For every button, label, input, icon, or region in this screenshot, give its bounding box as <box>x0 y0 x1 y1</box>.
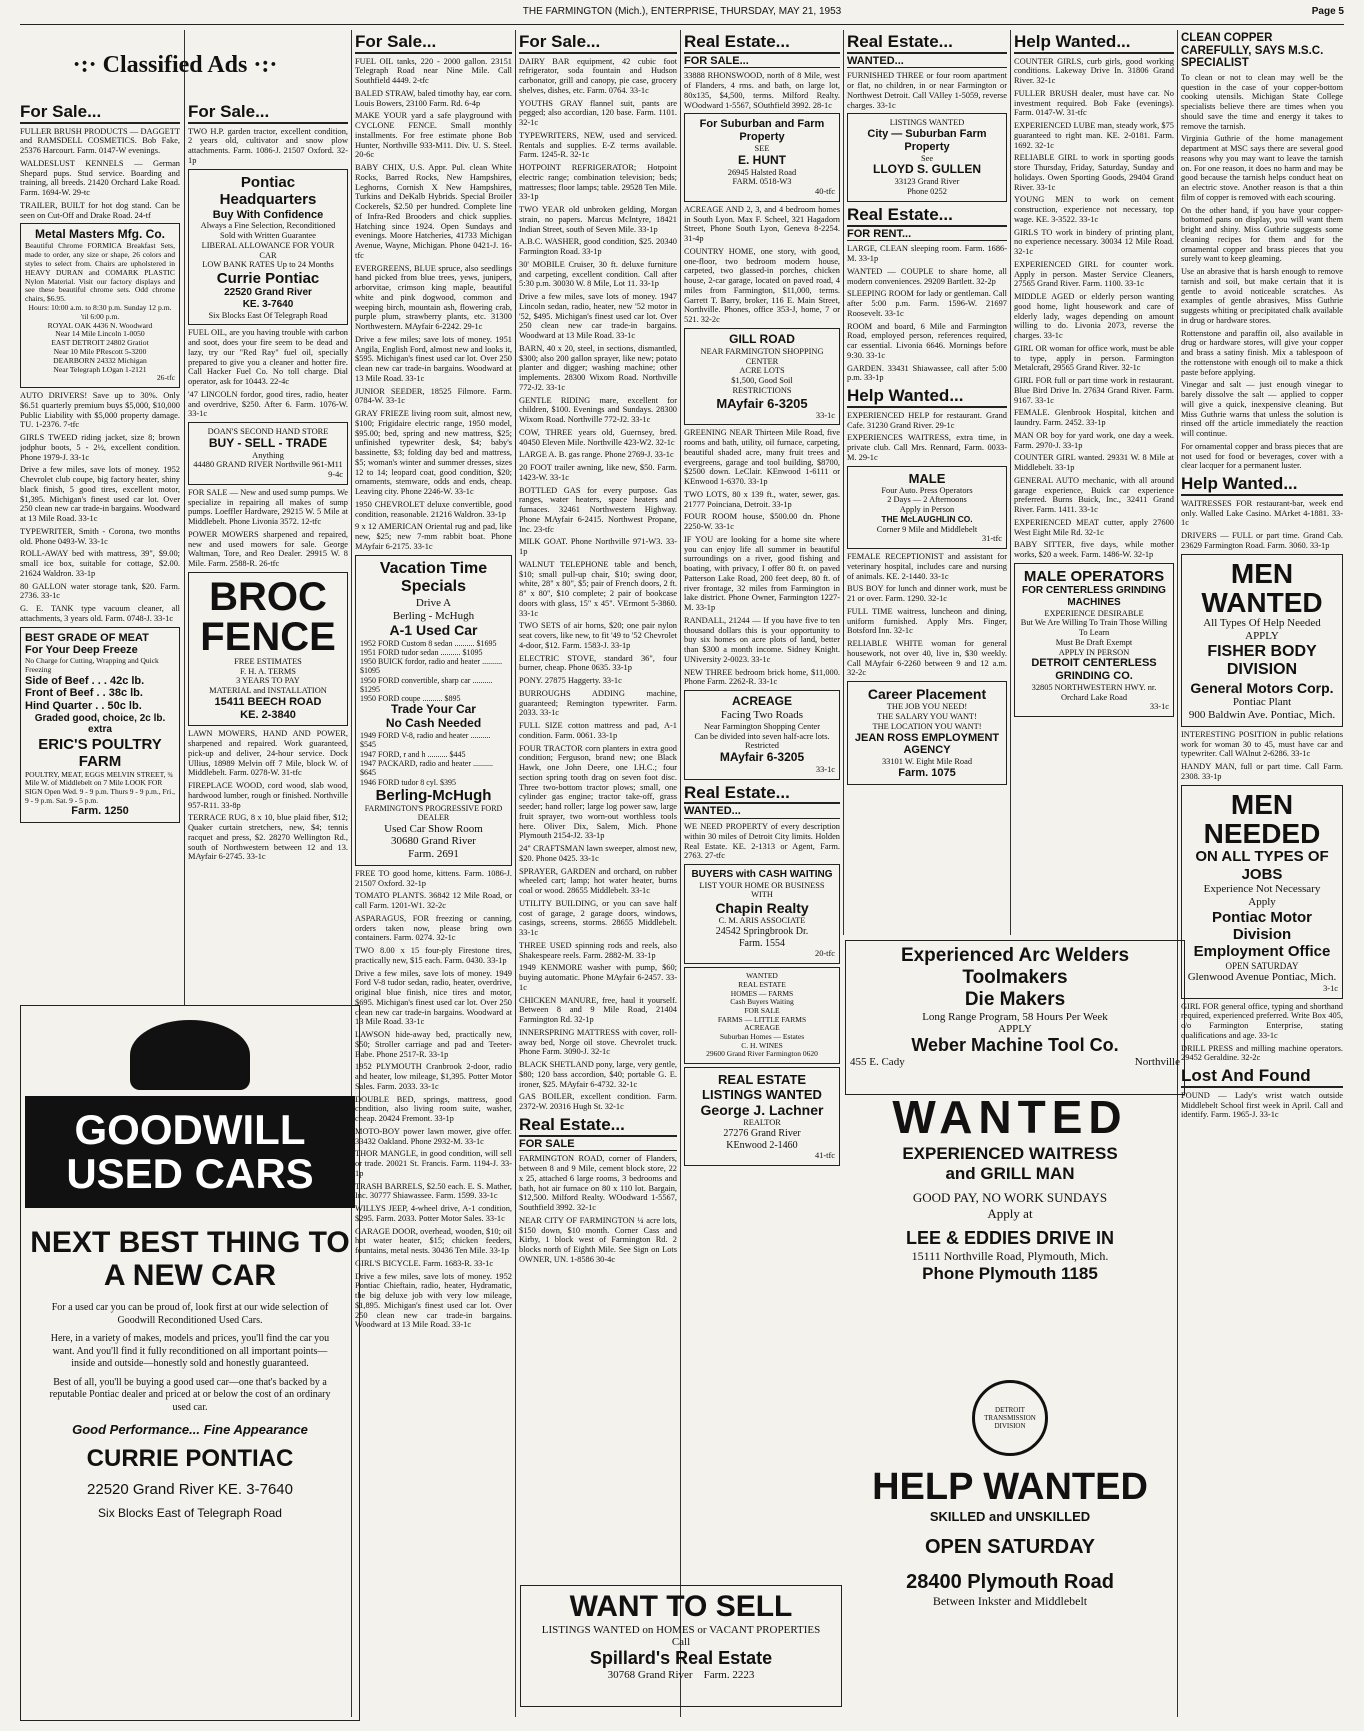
classified-ad: MAKE YOUR yard a safe playground with CYCLONE FENCE. Small monthly installments. For free estimate phone Bob Hunter, Northville 933-M11. Div. U. S. Steel. 20-6c <box>355 111 512 160</box>
classified-ad: TRASH BARRELS, $2.50 each. E. S. Mather, Inc. 30777 Shiawassee. Farm. 1599. 33-1c <box>355 1181 512 1201</box>
pontiac-headquarters-ad: Pontiac Headquarters Buy With Confidence Always a Fine Selection, Reconditioned Sold with Written Guarantee LIBERAL ALLOWANCE FOR YOUR CAR LOW BANK RATES Up to 24 Months Currie Pontiac 22520 Grand River KE. 3-7640 Six Blocks East Of Telegraph Road <box>188 169 348 326</box>
classified-ad: EXPERIENCED MEAT cutter, apply 27600 West Eight Mile Rd. 32-1c <box>1014 517 1174 537</box>
classified-title: ·:· Classified Ads ·:· <box>72 52 278 78</box>
classified-ad: GRAY FRIEZE living room suit, almost new, $100; Frigidaire electric range, 1950 model, $95.00; bed, spring and new mattress, $25; unfinished typewriter desk, $4; baby's bassinette, $3; folding day bed and mattress, $5; woman's winter and summer dresses, sizes 12 to 14; leopard coat, good condition, $20; ornaments, stemware, odds and ends, cheap. Leaving city. Phone 2246-W. 33-1c <box>355 409 512 497</box>
classified-ad: TWO LOTS, 80 x 139 ft., water, sewer, gas. 21777 Poinciana, Detroit. 33-1p <box>684 489 840 509</box>
classified-ad: BLACK SHETLAND pony, large, very gentle, $80; 120 bass accordion, $40; portable G. E. ironer, $25. MAyfair 6-4732. 32-1c <box>519 1060 677 1089</box>
doans-store-ad: DOAN'S SECOND HAND STORE BUY - SELL - TRADE Anything 44480 GRAND RIVER Northville 961-M11 9-4c <box>188 422 348 485</box>
classified-ad: FOUR TRACTOR corn planters in extra good condition; Ferguson, brand new; one Black Hawk, one John Deere, one I.H.C.; four section spring tooth drag on seven foot disc. Three two-bottom tractor plows; small, one cylinder gas engine; tractor take-off, grass seeder; hand roller; large log power saw, large fruit sprayer, two worn-out worthless tools here. Oliver Dix, Salem, Mich. Phone Plymouth 2154-J2. 33-1p <box>519 743 677 841</box>
classified-ad: FREE TO good home, kittens. Farm. 1086-J. 21507 Oxford. 32-1p <box>355 868 512 888</box>
mclaughlin-ad: MALE Four Auto. Press Operators 2 Days — 2 Afternoons Apply in Person THE McLAUGHLIN CO. Corner 9 Mile and Middlebelt 31-tfc <box>847 466 1007 550</box>
classified-ad: POWER MOWERS sharpened and repaired, new and used mowers for sale. George Waltman, Tore, and Reo Dealer. 29915 W. 8 Mile. Farm. 2588-R. 26-tfc <box>188 529 348 569</box>
section-head: Help Wanted... <box>1181 474 1343 496</box>
classified-ad: FOUR ROOM house, $500.00 dn. Phone 2250-W. 33-1c <box>684 512 840 532</box>
section-subhead: WANTED... <box>684 805 840 819</box>
column-4 <box>519 30 677 1575</box>
section-head: Lost And Found <box>1181 1066 1343 1088</box>
classified-ad: GIRL FOR general office, typing and shorthand required, experienced preferred. Write Box 405, c/o Farmington Enterprise, stating qualifications and age. 33-1c <box>1181 1001 1343 1040</box>
classified-ad: '47 LINCOLN fordor, good tires, radio, heater and overdrive, $250. After 6. Farm. 1076-W. 33-1c <box>188 389 348 419</box>
classified-ad: EXPERIENCED GIRL for counter work. Apply in person. Master Service Cleaners, 27565 Grand River. Farm. 1100. 33-1c <box>1014 259 1174 289</box>
classified-ad: WALNUT TELEPHONE table and bench, $10; small pull-up chair, $10; swing door, white, 28" x 80", $5; pair of French doors, 2 ft. 8" x 80", $10 complete; 2 pair of bookcase doors with glass, 15" x 45". VErmont 5-3860. 33-1c <box>519 559 677 618</box>
metal-masters-ad: Metal Masters Mfg. Co. Beautiful Chrome FORMICA Breakfast Sets, made to order, any size or shape, 26 colors and styles to select from. Chairs are upholstered in HEAVY DURAN and COMARK PLASTIC Nylon Material. Visit our factory displays and see these beautiful chrome sets. Odd chrome chairs, $6.95. Hours: 10:00 a.m. to 8:30 p.m. Sunday 12 p.m. 'til 6:00 p.m. ROYAL OAK 4436 N. Woodward Near 14 Mile Lincoln 1-0050 EAST DETROIT 24802 Gratiot Near 10 Mile PRescott 5-3200 DEARBORN 24332 Michigan Near Telegraph LOgan 1-2121 26-tfc <box>20 223 180 388</box>
classified-ad: GIRL FOR full or part time work in restaurant. Blue Bird Drive In. 27634 Grand River. Farm. 9167. 33-1c <box>1014 376 1174 405</box>
classified-ad: 20 FOOT trailer awning, like new, $50. Farm. 1423-W. 33-1c <box>519 463 677 482</box>
classified-ad: GARDEN. 33431 Shiawassee, call after 5:00 p.m. 33-1p <box>847 363 1007 383</box>
page-number: Page 5 <box>1311 6 1344 17</box>
section-head: Real Estate... <box>684 32 840 54</box>
classified-ad: FUEL OIL, are you having trouble with carbon and soot, does your fire seem to be dead and lazy, try our "Red Ray" fuel oil, specially prepared to give you a cleaner and hotter fire. Call Hacker Fuel Co. No toll charge. Dial operator, ask for 10443. 22-4c <box>188 328 348 387</box>
career-placement-ad: Career Placement THE JOB YOU NEED! THE SALARY YOU WANT! THE LOCATION YOU WANT! JEAN ROSS EMPLOYMENT AGENCY 33101 W. Eight Mile Road Farm. 1075 <box>847 681 1007 784</box>
classified-ad: GREENING NEAR Thirteen Mile Road, five rooms and bath, utility, oil furnace, carpeting, beautiful shaded acre, many fruit trees and evergreens, garage and tool building, $8700, $2500 down. LeClair. KEnwood 1-6111 or KEnwood 1-6370. 33-1p <box>684 428 840 487</box>
berling-mchugh-ad: Vacation Time Specials Drive A Berling - McHugh A-1 Used Car 1952 FORD Custom 8 sedan .......... $1695 1951 FORD tudor sedan .......... $1095 1950 BUICK fordor, radio and heater .......... $1095 1950 FORD convertible, sharp car .......... $1295 1950 FORD coupe .......... $895 Trade Your Car No Cash Needed 1949 FORD V-8, radio and heater .......... $545 1947 FORD, r and h .......... $445 1947 PACKARD, radio and heater .......... $645 1946 FORD tudor 8 cyl. $395 Berling-McHugh FARMINGTON'S PROGRESSIVE FORD DEALER Used Car Show Room 30680 Grand River Farm. 2691 <box>355 555 512 866</box>
classified-ad: G. E. TANK type vacuum cleaner, all attachments, 3 years old. Farm. 0748-J. 33-1c <box>20 604 180 623</box>
classified-ad: 1950 CHEVROLET deluxe convertible, good condition, reasonable. 21216 Waldron. 33-1p <box>355 499 512 519</box>
classified-ad: COUNTER GIRLS, curb girls, good working conditions. Lakeway Drive In. 31806 Grand River. 32-1c <box>1014 56 1174 86</box>
classified-ad: BARN, 40 x 20, steel, in sections, dismantled, $300; also 200 gallon sprayer, like new; potato planter and digger; washing machine; other implements. 28300 Wixom Road. Northville 772-J2. 33-1c <box>519 343 677 392</box>
section-head: For Sale... <box>519 32 677 54</box>
classified-ad: Drive a few miles, save lots of money. 1952 Chevrolet club coupe, big factory heater, shiny black finish, 5 good tires, excellent motor, $1,395. Michigan's finest used car lot. Over 250 clean new car trade-in bargains. Woodward at 13 Mile Road. 33-1c <box>20 465 180 524</box>
classified-ad: EXPERIENCED HELP for restaurant. Grand Cafe. 31230 Grand River. 29-1c <box>847 410 1007 430</box>
classified-ad: 33888 RHONSWOOD, north of 8 Mile, west of Flanders, 4 rms. and bath, on large lot, 80x135, $4,500, terms. Milford Realty. WOodward 1-5567, SOuthfield 3992. 28-1c <box>684 71 840 110</box>
classified-ad: 80 GALLON water storage tank, $20. Farm. 2736. 33-1c <box>20 581 180 601</box>
classified-ad: Drive a few miles, save lots of money. 1947 Lincoln sedan, radio, heater, new '52 motor in '52, $495. Michigan's finest used car lot. Over 250 clean new car trade-in bargains. Woodward at 13 Mile Road. 33-1c <box>519 292 677 341</box>
classified-ad: LAWSON hide-away bed, practically new, $50; Stroller carriage and pad and Teeter-Babe. Phone 2517-R. 33-1p <box>355 1030 512 1059</box>
section-head: For Sale... <box>20 102 180 124</box>
article-paragraph: To clean or not to clean may well be the question in the case of your copper-bottom cooking utensils. Michigan State College specialists believe there are times when you should save the time and energy it takes to remove the tarnish. <box>1181 72 1343 131</box>
classified-ad: 1952 PLYMOUTH Cranbrook 2-door, radio and heater, low mileage, $1,395. Potter Motor Sales. Farm. 2033. 33-1c <box>355 1062 512 1091</box>
masthead-title: THE FARMINGTON (Mich.), ENTERPRISE, THURSDAY, MAY 21, 1953 <box>522 6 842 17</box>
section-head: For Sale... <box>188 102 348 124</box>
classified-ad: RELIABLE WHITE woman for general housework, not over 40, live in, $30 weekly. Call MAyfair 6-2260 between 9 and 12 a.m. 32-2c <box>847 639 1007 678</box>
classified-ad: JUNIOR SEEDER, 18525 Filmore. Farm. 0784-W. 33-1c <box>355 386 512 406</box>
classified-ad: BABY SITTER, five days, while mother works, $20 a week. Farm. 1486-W. 32-1p <box>1014 540 1174 560</box>
classified-ad: INTERESTING POSITION in public relations work for woman 30 to 45, must have car and typewriter. Call WAlnut 2-6286. 33-1c <box>1181 729 1343 759</box>
classified-ad: BALED STRAW, baled timothy hay, ear corn. Louis Bowers, 23100 Farm. Rd. 6-4p <box>355 88 512 108</box>
classified-ad: THOR MANGLE, in good condition, will sell or trade. 20021 St. Francis. Farm. 1194-J. 33-1p <box>355 1149 512 1178</box>
classified-ad: CHICKEN MANURE, free, haul it yourself. Between 8 and 9 Mile Road, 21404 Farmington Rd. 32-1p <box>519 995 677 1025</box>
classified-ad: ASPARAGUS, FOR freezing or canning, orders taken now, please bring own containers. Farm. 0274. 32-1c <box>355 913 512 943</box>
section-subhead: FOR SALE... <box>684 55 840 69</box>
col4-ads <box>519 57 677 1112</box>
classified-ad: WILLYS JEEP, 4-wheel drive, A-1 condition, $295. Farm. 2033. Potter Motor Sales. 33-1c <box>355 1204 512 1223</box>
goodwill-used-cars-ad: GOODWILL USED CARS NEXT BEST THING TO A NEW CAR For a used car you can be proud of, look first at our wide selection of Goodwill Reconditioned Used Cars. Here, in a variety of makes, models and prices, you'll find the car you want. And you'll find it fully reconditioned on all important points—inside and outside—honestly sold and honestly guaranteed. Best of all, you'll be buying a good used car—one that's backed by a reputable Pontiac dealer and priced at or below the cost of an ordinary used car. Good Performance... Fine Appearance CURRIE PONTIAC 22520 Grand River KE. 3-7640 Six Blocks East of Telegraph Road <box>20 1005 360 1721</box>
classified-ad: THREE USED spinning rods and reels, also Shakespeare reels. Farm. 2882-M. 33-1p <box>519 940 677 960</box>
column-8 <box>1181 30 1343 1720</box>
classified-ad: GARAGE DOOR, overhead, wooden, $10; oil hot water heater, $15; chicken feeders, fountains, metal nests. 30436 Ten Mile. 33-1p <box>355 1226 512 1256</box>
classified-ad: COUNTER GIRL wanted. 29331 W. 8 Mile at Middlebelt. 33-1p <box>1014 453 1174 473</box>
classified-ad: 1949 KENMORE washer with pump, $60; buying automatic. Phone MAyfair 6-2457. 33-1c <box>519 963 677 992</box>
classified-ad: EXPERIENCED LUBE man, steady work, $75 guaranteed to right man. KE. 2-0181. Farm. 1692. 32-1c <box>1014 121 1174 150</box>
column-7 <box>1014 30 1174 930</box>
classified-ad: MOTO-BOY power lawn mower, give offer. 33432 Oakland. Phone 2932-M. 33-1c <box>355 1126 512 1146</box>
lee-eddies-ad: WANTED EXPERIENCED WAITRESS and GRILL MAN GOOD PAY, NO WORK SUNDAYS Apply at LEE & EDDIES DRIVE IN 15111 Northville Road, Plymouth, Mich. Phone Plymouth 1185 <box>892 1091 1128 1283</box>
column-2 <box>188 100 348 1000</box>
classified-ad: GIRLS TO work in bindery of printing plant, no experience necessary. 30034 12 Mile Road. 32-1c <box>1014 227 1174 257</box>
classified-ad: GAS BOILER, excellent condition. Farm. 2372-W. 20316 Hugh St. 32-1c <box>519 1092 677 1112</box>
classified-ad: TRAILER, BUILT for hot dog stand. Can be seen on Cut-Off and Drake Road. 24-tf <box>20 200 180 220</box>
classified-ad: TWO 8.00 x 15 four-ply Firestone tires, practically new, $15 each. Farm. 0430. 33-1p <box>355 946 512 965</box>
classified-ad: MAN OR boy for yard work, one day a week. Farm. 2970-J. 33-1p <box>1014 430 1174 450</box>
classified-ad: COUNTRY HOME, one story, with good, one-floor, two bedroom modern house, carpeted, two glassed-in porches, chicken house, 2-car garage, located on paved road, 4 miles from Farmington, $11,000, terms. Garrett T. Barry, broker, 116 E. Main Street, Northville. Phones, office 353-J, home, 7 or 521. 32-2c <box>684 246 840 325</box>
classified-ad: ROOM and board, 6 Mile and Farmington Road, employed person, references required, car essential. Livonia 6646. Mornings before 9:30. 33-1c <box>847 321 1007 360</box>
classified-ad: YOUNG MEN to work on cement construction, experience not necessary, top wage. KE. 3-3522. 33-1c <box>1014 195 1174 224</box>
classified-ad: FEMALE RECEPTIONIST and assistant for veterinary hospital, includes care and nursing of animals. KE. 2-1440. 33-1c <box>847 552 1007 581</box>
classified-ad: HOTPOINT REFRIGERATOR; Hotpoint electric range; combination television; beds; mattresses; floor lamps; table. 29528 Ten Mile. 33-1p <box>519 163 677 202</box>
indian-head-logo-icon <box>130 1020 250 1090</box>
article-paragraph: Virginia Guthrie of the home management department at MSC says there are several good reasons why you may want to leave the tarnish on. For one reason, it does no harm and may be good because the tarnish helps conduct heat on an electric stove. Another reason is that a thin film of copper is removed with each scouring. <box>1181 134 1343 202</box>
classified-ad: BABY CHIX, U.S. Appr. Pul. clean White Rocks, Barred Rocks, New Hampshires, Leghorns, Cornish X New Hampshires, Turkins and DeKalb Hybrids. Special Broiler Cockerels, $2.50 per hundred. Complete line of Infra-Red Brooders and chick supplies. Hatching since 1924. Open Sundays and evenings. Moore Hatcheries, 41733 Michigan Avenue, Wayne, Michigan. Phone 0421-J. 16-tfc <box>355 163 512 260</box>
classified-ad: Drive a few miles; save lots of money. 1951 Angila, English Ford, almost new and looks it, $595. Michigan's finest used car lot. Over 250 clean new car trade-in bargains. Woodward at 13 Mile Road. 33-1c <box>355 334 512 383</box>
chapin-realty-ad: BUYERS with CASH WAITING LIST YOUR HOME OR BUSINESS WITH Chapin Realty C. M. ARIS ASSOCIATE 24542 Springbrook Dr. Farm. 1554 20-tfc <box>684 864 840 964</box>
article-paragraph: On the other hand, if you have your copper-bottomed pans on display, you will want them bright and shiny. Miss Guthrie suggests some cleaning recipes for them and for the ornamental copper and brass pieces that you surely want to keep gleaming. <box>1181 205 1343 264</box>
column-6 <box>847 30 1007 930</box>
classified-ad: FUEL OIL tanks, 220 - 2000 gallon. 23151 Telegraph Road near Nine Mile. Call Southfield 4449. 2-tfc <box>355 56 512 86</box>
classified-ad: DAIRY BAR equipment, 42 cubic foot refrigerator, soda fountain and Hudson carbonator, grill and canopy, pie case, grocery shelves, dishes, etc. Farm. 0764. 33-1c <box>519 56 677 95</box>
poultry-farm-ad: BEST GRADE OF MEAT For Your Deep Freeze No Charge for Cutting, Wrapping and Quick Freezing Side of Beef . . . 42c lb. Front of Beef . . 38c lb. Hind Quarter . . 50c lb. Graded good, choice, 2c lb. extra ERIC'S POULTRY FARM POULTRY, MEAT, EGGS MELVIN STREET, ¾ Mile W. of Middlebelt on 7 Mile LOOK FOR SIGN Open Wed. 9 - 9 p.m. Thurs 9 - 9 p.m., Fri., 9 - 9 p.m. Sat. 9 - 5 p.m. Farm. 1250 <box>20 627 180 824</box>
section-subhead: FOR RENT... <box>847 228 1007 242</box>
classified-ad: EXPERIENCES WAITRESS, extra time, in private club. Call Mrs. Rennard, Farm. 0033-M. 29-1c <box>847 433 1007 462</box>
classified-ad: A.B.C. WASHER, good condition, $25. 20340 Farmington Road. 33-1p <box>519 237 677 257</box>
classified-ad: SLEEPING ROOM for lady or gentleman. Call after 5:00 p.m. Farm. 1596-W. 21697 Roosevelt. 33-1c <box>847 289 1007 318</box>
classified-ad: TOMATO PLANTS. 36842 12 Mile Road, or call Farm. 1201-W1. 32-2c <box>355 891 512 911</box>
classified-ad: GENERAL AUTO mechanic, with all around garage experience, Buick car experience preferred. Burns Buick, Inc., 32411 Grand River. Farm. 1411. 33-1c <box>1014 475 1174 515</box>
acreage-ad: ACREAGE Facing Two Roads Near Farmington Shopping Center Can be divided into seven half-acre lots. Restricted MAyfair 6-3205 33-1c <box>684 690 840 780</box>
classified-ad: SPRAYER, GARDEN and orchard, on rubber wheeled cart; lamp; hot water heater, burns coal or wood. 28655 Middlebelt. 33-1c <box>519 866 677 896</box>
fisher-body-ad: MEN WANTED All Types Of Help Needed APPLY FISHER BODY DIVISION General Motors Corp. Pontiac Plant 900 Baldwin Ave. Pontiac, Mich. <box>1181 554 1343 727</box>
classified-ad: UTILITY BUILDING, or you can save half cost of garage, 2 garage doors, windows, casings, screens, storms. 28655 Middlebelt. 33-1c <box>519 898 677 938</box>
centerless-grinding-ad: MALE OPERATORS FOR CENTERLESS GRINDING MACHINES EXPERIENCE DESIRABLE But We Are Willing To Train Those Willing To Learn Must Be Draft Exempt APPLY IN PERSON DETROIT CENTERLESS GRINDING CO. 32805 NORTHWESTERN HWY. nr. Orchard Lake Road 33-1c <box>1014 563 1174 717</box>
column-3 <box>355 30 512 1720</box>
classified-ad: ROLL-AWAY bed with mattress, 39", $9.00; small ice box, suitable for cottage, $2.00. 21624 Waldron. 33-1p <box>20 549 180 578</box>
classified-ad: WANTED — COUPLE to share home, all modern conveniences. 29209 Bartlett. 32-2p <box>847 266 1007 286</box>
section-head: Real Estate... <box>847 32 1007 54</box>
classified-ad: HANDY MAN, full or part time. Call Farm. 2308. 33-1p <box>1181 762 1343 781</box>
article-paragraph: Use an abrasive that is harsh enough to remove tarnish and soil, but make certain that it is gentle to avoid noticeable scratches. As examples of gentle abrasives, Miss Guthrie suggests whiting or precipitated chalk available in drug or hardware stores. <box>1181 267 1343 325</box>
classified-ad: Drive a few miles, save lots of money. 1952 Pontiac Chieftain, radio, heater, Hydramatic, the big deluxe job with very low mileage, $1,895. Michigan's finest used car lot. Over 250 clean new car trade-in bargains. Woodward at 13 Mile Road. 33-1c <box>355 1271 512 1330</box>
section-subhead: WANTED... <box>847 55 1007 69</box>
pontiac-motor-ad: MEN NEEDED ON ALL TYPES OF JOBS Experience Not Necessary Apply Pontiac Motor Division Employment Office OPEN SATURDAY Glenwood Avenue Pontiac, Mich. 3-1c <box>1181 785 1343 999</box>
classified-ad: NEW THREE bedroom brick home, $11,000. Phone Farm. 2262-R. 33-1c <box>684 667 840 687</box>
classified-ad: ACREAGE AND 2, 3, and 4 bedroom homes in South Lyon. Max F. Scheel, 321 Hagadorn Street, Phone South Lyon, Geneva 8-2254. 31-4p <box>684 204 840 244</box>
classified-ad: FULLER BRUSH PRODUCTS — DAGGETT and RAMSDELL COSMETICS. Bob Fake, 25376 Harcourt. Farm. 0147-W evenings. <box>20 126 180 156</box>
classified-ad: FULL TIME waitress, luncheon and dining, uniform furnished. Apply Mrs. Finger, Botsford Inn. 32-1c <box>847 606 1007 636</box>
classified-ad: BOTTLED GAS for every purpose. Gas ranges, water heaters, space heaters and furnaces. 32461 Northwestern Highway. Phone MAyfair 6-2415. Northwest Propane, Inc. 23-tfc <box>519 485 677 534</box>
classified-ad: EVERGREENS, BLUE spruce, also seedlings hand picked from blue trees, yews, junipers, arborvitae, crimson king maple, beautiful white and pink dogwood, common and weeping birch, mountain ash, flowering crab, purple plum, strawberry plants, etc. 31300 Northwestern. MAyfair 6-2242. 29-1c <box>355 263 512 332</box>
classified-ad: GIRL'S BICYCLE. Farm. 1683-R. 33-1c <box>355 1258 494 1268</box>
classified-ad: 24" CRAFTSMAN lawn sweeper, almost new, $20. Phone 0425. 33-1c <box>519 844 677 863</box>
classified-ad: BURROUGHS ADDING machine, guaranteed; Remington typewriter. Farm. 2033. 33-1c <box>519 688 677 718</box>
classified-ad: TWO SETS of air horns, $20; one pair nylon seat covers, like new, to fit '49 to '52 Chevrolet 4-door, $12. Farm. 1583-J. 33-1p <box>519 621 677 650</box>
classified-ad: MIDDLE AGED or elderly person wanting good home, light housework and care of elderly lady, wages depending on amount willing to do. Livonia 2073, reverse the charges. 33-1c <box>1014 292 1174 341</box>
section-head: For Sale... <box>355 32 512 54</box>
classified-ad: AUTO DRIVERS! Save up to 30%. Only $6.51 quarterly premium buys $5,000, $10,000 Public Liability with $5,000 property damage. TU. 1-2376. 7-tfc <box>20 391 180 430</box>
classified-ad: NEAR CITY OF FARMINGTON ¼ acre lots, $150 down, $10 month. Corner Cass and Kirby, 1 block west of Farmington Rd. 2 blocks north of Eighth Mile. See Sign on Lots OWNER, UN. 1-8586 30-4c <box>519 1215 677 1264</box>
classified-ad: IF YOU are looking for a home site where you can enjoy life all summer in beautiful surroundings on a river, good fishing and boating, with privacy, I offer 80 ft. on paved Patterson Lake Road, 200 feet deep, 80 ft. of river frontage, 32 miles from Farmington in lake district. Phone Owner, Farmington 1227-M. 33-1p <box>684 534 840 613</box>
want-to-sell-ad: WANT TO SELL LISTINGS WANTED on HOMES or VACANT PROPERTIES Call Spillard's Real Estate 30768 Grand River Farm. 2223 <box>520 1585 842 1707</box>
classified-ad: Drive a few miles, save lots of money. 1949 Ford V-8 tudor sedan, radio, heater, overdrive, original blue finish, nice tires and motor, $695. Michigan's finest used car lot. Over 250 clean new car trade-in bargains. Woodward at 13 Mile Road. 33-1c <box>355 968 512 1027</box>
broc-fence-ad: BROC FENCE FREE ESTIMATES F. H. A. TERMS 3 YEARS TO PAY MATERIAL and INSTALLATION 15411 BEECH ROAD KE. 2-3840 <box>188 572 348 727</box>
classified-ad: 30' MOBILE Cruiser, 30 ft. deluxe furniture and carpeting, excellent condition. Call after 5:30 p.m. 30030 W. 8 Mile, Lot 11. 33-1p <box>519 259 677 289</box>
classified-ad: WAITRESSES FOR restaurant-bar, week end only. Walled Lake Casino. MArket 4-1881. 33-1c <box>1181 498 1343 528</box>
classified-ad: 9 x 12 AMERICAN Oriental rug and pad, like new, $25; new 7-mm rabbit boat. Phone MAyfair 6-2175. 33-1c <box>355 522 512 551</box>
classified-ad: FOR SALE — New and used sump pumps. We specialize in repairing all makes of sump pumps. Loeffler Hardware, 29215 W. 5 Mile at Middlebelt. Phone Livonia 3572. 12-tfc <box>188 487 348 527</box>
section-head: Real Estate... <box>684 783 840 805</box>
section-head: Help Wanted... <box>1014 32 1174 54</box>
wines-ad: WANTED REAL ESTATE HOMES — FARMS Cash Buyers Waiting FOR SALE FARMS — LITTLE FARMS ACREAGE Suburban Homes — Estates C. H. WINES 29600 Grand River Farmington 0620 <box>684 967 840 1064</box>
article-headline: CLEAN COPPER CAREFULLY, SAYS M.S.C. SPECIALIST <box>1181 32 1324 70</box>
classified-ad: TWO H.P. garden tractor, excellent condition, 2 years old, cultivator and snow plow attachments. Farm. 1086-J. 21507 Oxford. 32-1p <box>188 126 348 165</box>
masthead <box>20 6 1344 24</box>
classified-ad: PONY. 27875 Haggerty. 33-1c <box>519 676 622 686</box>
classified-ad: LARGE, CLEAN sleeping room. Farm. 1686-M. 33-1p <box>847 244 1007 264</box>
section-head: Real Estate... <box>847 205 1007 227</box>
classified-ad: DRILL PRESS and milling machine operators. 29452 Geraldine. 32-2c <box>1181 1043 1343 1063</box>
classified-ad: WALDESLUST KENNELS — German Shepard pups. Stud service. Boarding and training, all breeds. 21420 Orchard Lake Road. Farm. 1694-W. 29-tc <box>20 158 180 198</box>
classified-ad: FIREPLACE WOOD, cord wood, slab wood, hardwood lumber, rough or finished. Northville 957-R11. 33-8p <box>188 781 348 810</box>
classified-ad: RELIABLE GIRL to work in sporting goods store Thursday, Friday, Saturday, Sunday and holidays. Owen Sporting Goods, 29404 Grand River. 33-1c <box>1014 153 1174 192</box>
column-5 <box>684 30 840 1575</box>
classified-ad: YOUTHS GRAY flannel suit, pants are pegged; also accordian, 120 base. Farm. 1101. 32-1c <box>519 98 677 128</box>
classified-ad: LAWN MOWERS, HAND AND POWER, sharpened and repaired. Work guaranteed, pick-up and deliver, 24-hour service. Dock Ullius, 18989 Melvin off 7 Mile, block W. of Middlebelt. Farm. 0278-W. 31-tfc <box>188 729 348 778</box>
classified-ad: RANDALL, 21244 — If you have five to ten thousand dollars this is your opportunity to buy six homes on acre plots of land, better than $300 a month income. Sidney Knight. UNiversity 2-0023. 33-1c <box>684 615 840 664</box>
classified-ad: GENTLE RIDING mare, excellent for children, $100. Evenings and Sundays. 28300 Wixom Road. Northville 772-J2. 33-1c <box>519 395 677 425</box>
classified-ad: TYPEWRITER, Smith - Corona, two months old. Phone 0493-W. 33-1c <box>20 526 180 546</box>
section-subhead: FOR SALE <box>519 1138 677 1152</box>
classified-ad: BUS BOY for lunch and dinner work, must be 21 or over. Farm. 1290. 32-1c <box>847 584 1007 604</box>
classified-ad: FULLER BRUSH dealer, must have car. No investment required. Bob Fake (evenings). Farm. 0147-W. 31-tfc <box>1014 88 1174 118</box>
classified-ad: DOUBLE BED, springs, mattress, good condition, also living room suite, washer, cheap. 20424 Fremont. 33-1p <box>355 1094 512 1124</box>
classified-ad: INNERSPRING MATTRESS with cover, roll-away bed, Norge oil stove. Chevrolet truck. Phone Farm. 3090-J. 32-1c <box>519 1027 677 1057</box>
classified-ad: TERRACE RUG, 8 x 10, blue plaid fiber, $12; Quaker curtain stretchers, new, $4; tennis racquet and press, $2. 28270 Wellington Rd., south of Northwestern between 12 and 13. MAyfair 6-2745. 33-1c <box>188 813 348 862</box>
classified-ad: GIRLS TWEED riding jacket, size 8; brown jodphur boots, 5 - 2½, excellent condition. Phone 1979-J. 33-1c <box>20 433 180 462</box>
classified-ad: FULL SIZE cotton mattress and pad, A-1 condition. Farm. 0061. 33-1p <box>519 721 677 740</box>
classified-ad: FURNISHED THREE or four room apartment or flat, no children, in or near Farmington or Northwest Detroit. Call VAlley 1-5059, reverse charges. 33-1c <box>847 71 1007 110</box>
classified-ad: LARGE A. B. gas range. Phone 2769-J. 33-1c <box>519 450 674 460</box>
article-paragraph: Rottenstone and paraffin oil, also available in drug or hardware stores, will give your copper and brass a satiny finish. Mix a tablespoon of the rottenstone with enough oil to make a thick paste before applying. <box>1181 328 1343 377</box>
classified-ad: TWO YEAR old unbroken gelding, Morgan strain, no papers. Marcus McIntyre, 18421 Indian Street, south of Seven Mile. 33-1p <box>519 205 677 234</box>
article-paragraph: For ornamental copper and brass pieces that are not used for food or beverages, cover with a clear lacquer for a permanent luster. <box>1181 441 1343 471</box>
lachner-ad: REAL ESTATE LISTINGS WANTED George J. Lachner REALTOR 27276 Grand River KEnwood 2-1460 41-tfc <box>684 1067 840 1166</box>
classified-ad: DRIVERS — FULL or part time. Grand Cab. 23629 Farmington Road. Farm. 3060. 33-1p <box>1181 531 1343 550</box>
classified-ad: FOUND — Lady's wrist watch outside Middlebelt School first week in April. Call and identify. Farm. 1965-J. 33-1c <box>1181 1090 1343 1120</box>
classified-ad: COW, THREE years old, Guernsey, bred. 40450 Eleven Mile. Northville 423-W2. 32-1c <box>519 427 677 447</box>
section-head: Help Wanted... <box>847 386 1007 408</box>
article-paragraph: Vinegar and salt — just enough vinegar to barely dissolve the salt — applied to copper will give a quick, inexpensive cleaning. But Miss Guthrie warns that unless the solution is rinsed off the article immediately the reaction will continue. <box>1181 380 1343 439</box>
classified-ad: WE NEED PROPERTY of every description within 30 miles of Detroit City limits. Holden Real Estate. KE. 2-1313 or Agent, Farm. 2763. 27-tfc <box>684 822 840 861</box>
classified-ad: MILK GOAT. Phone Northville 971-W3. 33-1p <box>519 537 677 557</box>
col7-ads <box>1014 57 1174 560</box>
classified-ad: TYPEWRITERS, NEW, used and serviced. Rentals and supplies. E-Z terms available. Farm. 1245-R. 32-1c <box>519 130 677 160</box>
classified-ad: GIRL OR woman for office work, must be able to type, apply in person. Farmington Metalcraft, 29565 Grand River. 32-1c <box>1014 343 1174 373</box>
detroit-transmission-ad: DETROIT TRANSMISSION DIVISION HELP WANTED SKILLED and UNSKILLED OPEN SATURDAY 28400 Plymouth Road Between Inkster and Middlebelt <box>845 1380 1175 1700</box>
column-1 <box>20 100 180 1000</box>
classified-ad: FARMINGTON ROAD, corner of Flanders, between 8 and 9 Mile, cement block store, 22 x 25, attached 6 large rooms, 3 bedrooms and bath, hot air furnace on 80 x 110 lot. Bargain, $12,500. Milford Realty. WOodward 1-5567, Southfield 3992. 32-1c <box>519 1154 677 1213</box>
gullen-ad: LISTINGS WANTED City — Suburban Farm Property See LLOYD S. GULLEN 33123 Grand River Phone 0252 <box>847 113 1007 201</box>
classified-ad: FEMALE. Glenbrook Hospital, kitchen and laundry. Farm. 2452. 33-1p <box>1014 408 1174 428</box>
weber-machine-ad: Experienced Arc Welders Toolmakers Die Makers Long Range Program, 58 Hours Per Week APPLY Weber Machine Tool Co. 455 E. Cady Northville <box>845 940 1185 1095</box>
transmission-logo-icon: DETROIT TRANSMISSION DIVISION <box>972 1380 1048 1456</box>
masthead-rule <box>20 24 1344 25</box>
classified-ad: ELECTRIC STOVE, standard 36", four burner, cheap. Phone 0635. 33-1p <box>519 653 677 673</box>
gill-road-ad: GILL ROAD NEAR FARMINGTON SHOPPING CENTER ACRE LOTS $1,500, Good Soil RESTRICTIONS MAyfair 6-3205 33-1c <box>684 328 840 425</box>
section-head: Real Estate... <box>519 1115 677 1137</box>
hunt-ad: For Suburban and Farm Property SEE E. HUNT 26945 Halsted Road FARM. 0518-W3 40-tfc <box>684 113 840 201</box>
